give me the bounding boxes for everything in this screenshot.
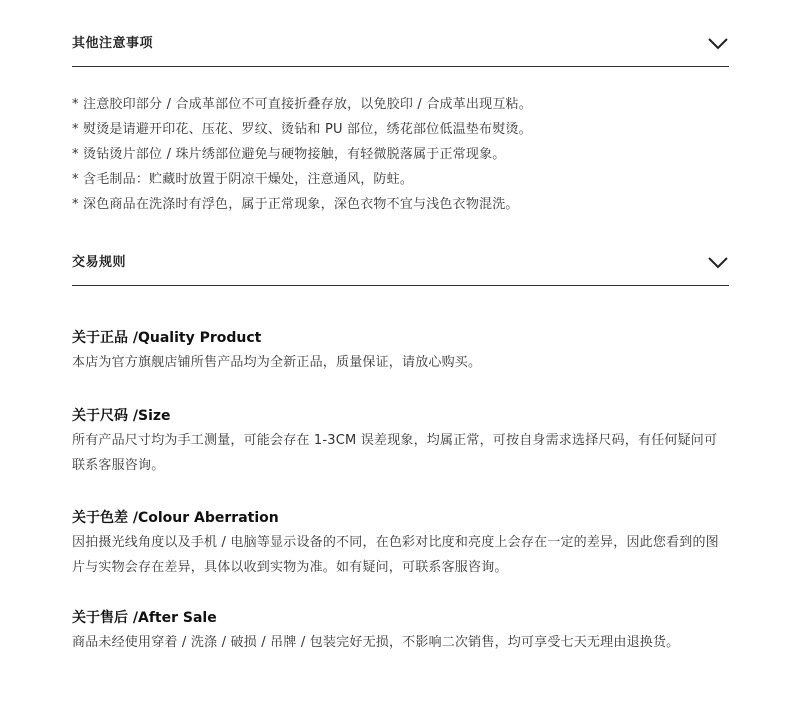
list-item: * 含毛制品：贮藏时放置于阴凉干燥处，注意通风，防蛀。 — [72, 172, 414, 187]
rule-size — [72, 404, 729, 478]
rule-colour-aberration — [72, 506, 729, 580]
section-title: 交易规则 — [72, 255, 127, 270]
rule-heading: 关于售后 /After Sale — [72, 610, 217, 626]
rule-body: 所有产品尺寸均为手工测量，可能会存在 1-3CM 误差现象，均属正常，可按自身需求选择尺码，有任何疑问可联系客服咨询。 — [72, 433, 718, 473]
list-item: * 深色商品在洗涤时有浮色，属于正常现象，深色衣物不宜与浅色衣物混洗。 — [72, 197, 519, 212]
rule-body: 因拍摄光线角度以及手机 / 电脑等显示设备的不同，在色彩对比度和亮度上会存在一定的差异，因此您看到的图片与实物会存在差异，具体以收到实物为准。如有疑问，可联系客服咨询。 — [72, 535, 719, 575]
rule-quality-product — [72, 326, 729, 375]
rule-body: 商品未经使用穿着 / 洗涤 / 破损 / 吊牌 / 包装完好无损，不影响二次销售，均可享受七天无理由退换货。 — [72, 635, 680, 650]
rule-heading: 关于正品 /Quality Product — [72, 330, 262, 346]
list-item: * 烫钻烫片部位 / 珠片绣部位避免与硬物接触，有轻微脱落属于正常现象。 — [72, 147, 506, 162]
section-divider — [72, 285, 729, 286]
notes-list — [72, 92, 532, 217]
rule-heading: 关于尺码 /Size — [72, 408, 171, 424]
chevron-down-icon[interactable] — [707, 254, 729, 270]
section-header-trade-rules[interactable] — [72, 248, 729, 278]
rule-heading: 关于色差 /Colour Aberration — [72, 510, 279, 526]
section-title: 其他注意事项 — [72, 36, 154, 51]
list-item: * 熨烫是请避开印花、压花、罗纹、烫钻和 PU 部位，绣花部位低温垫布熨烫。 — [72, 122, 532, 137]
rule-after-sale — [72, 606, 729, 655]
section-header-other-notes[interactable] — [72, 29, 729, 59]
chevron-down-icon[interactable] — [707, 35, 729, 51]
list-item: * 注意胶印部分 / 合成革部位不可直接折叠存放，以免胶印 / 合成革出现互粘。 — [72, 97, 532, 112]
section-divider — [72, 66, 729, 67]
rule-body: 本店为官方旗舰店铺所售产品均为全新正品，质量保证，请放心购买。 — [72, 355, 482, 370]
